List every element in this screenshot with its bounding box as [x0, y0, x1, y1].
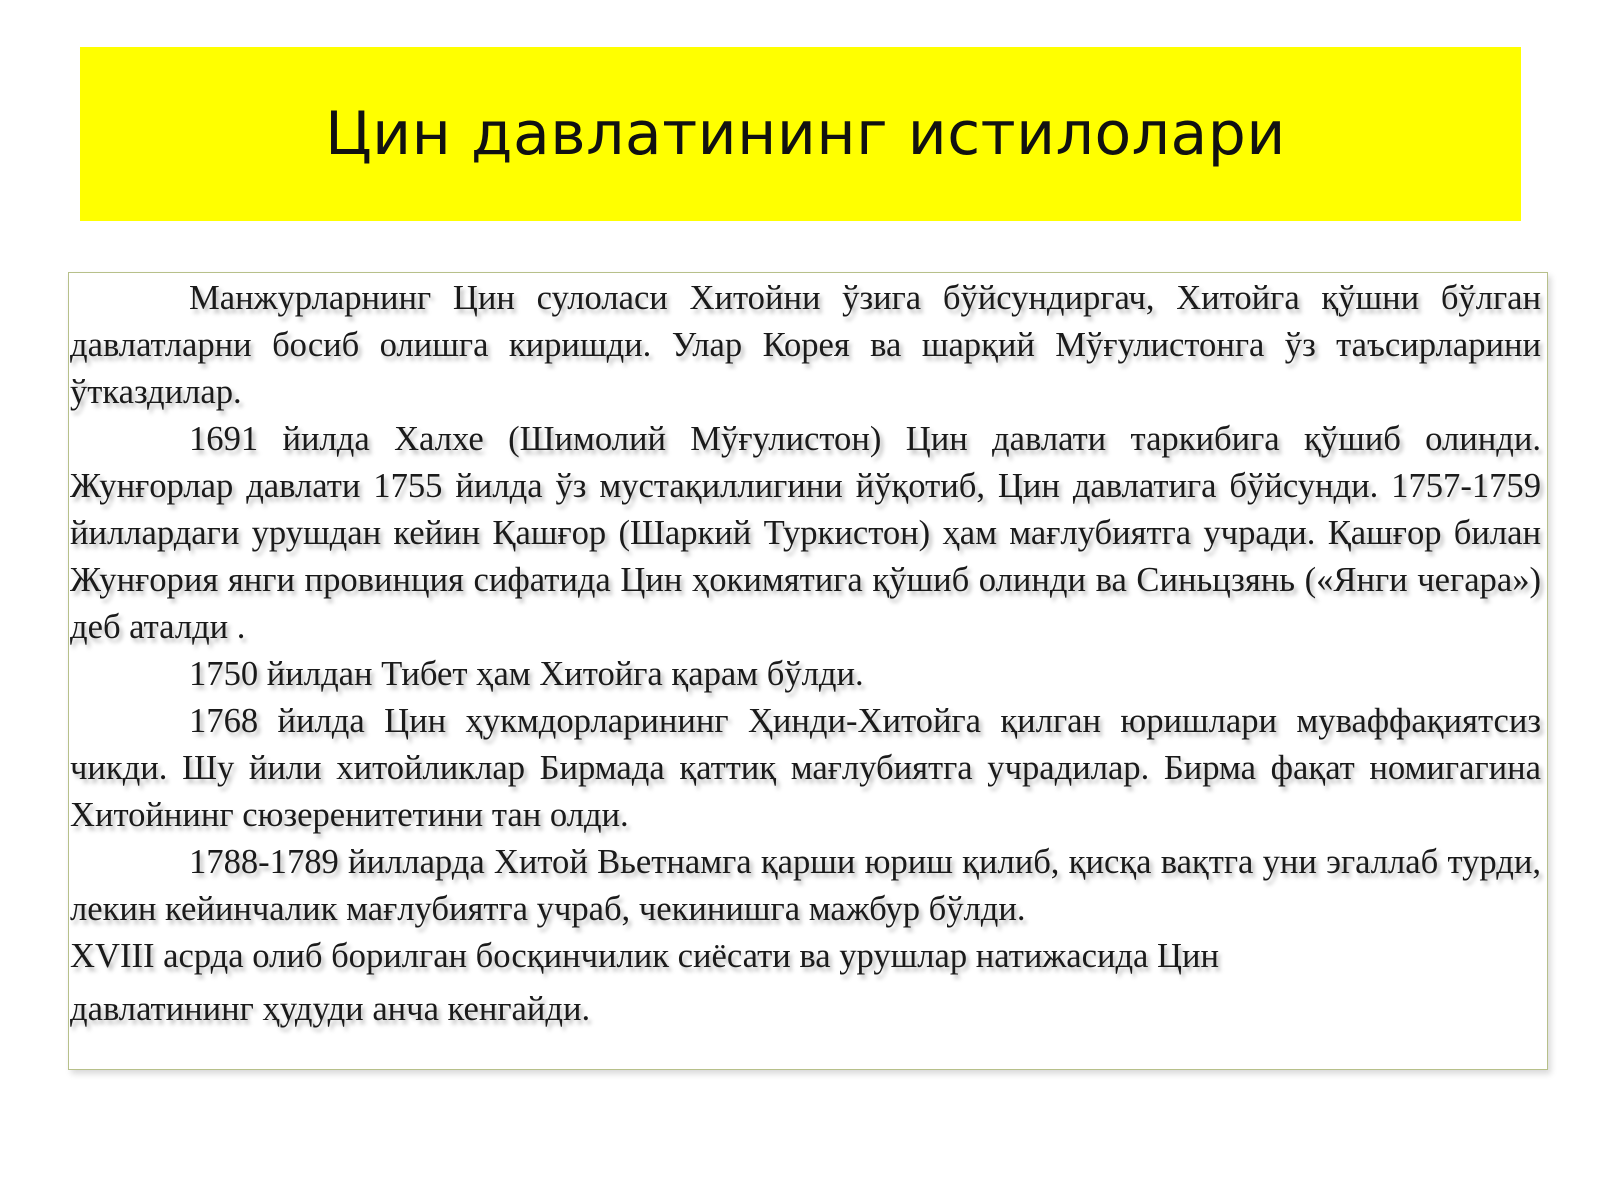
slide-title: Цин давлатининг истилолари	[325, 99, 1286, 169]
paragraph-khalkha-dzungar: 1691 йилда Халхе (Шимолий Мўғулистон) Цин давлати таркибига қўшиб олинди. Жунғорлар давлати 1755 йилда ўз мустақиллигини йўқотиб, Цин давлатига бўйсунди. 1757-1759 йиллардаги урушдан кейин Қашғор (Шаркий Туркистон) ҳам мағлубиятга учради. Қашғор билан Жунғория янги провинция сифатида Цин ҳокимятига қўшиб олинди ва Синьцзянь («Янги чегара») деб аталди .	[70, 420, 1541, 646]
paragraph-tibet: 1750 йилдан Тибет ҳам Хитойга қарам бўлди.	[189, 655, 864, 693]
paragraph-burma: 1768 йилда Цин ҳукмдорларининг Ҳинди-Хитойга қилган юришлари муваффақиятсиз чикди. Шу йили хитойликлар Бирмада қаттиқ мағлубиятга учрадилар. Бирма фақат номигагина Хитойнинг сюзеренитетини тан олди.	[70, 702, 1541, 834]
content-text-box	[68, 272, 1548, 1070]
closing-line-2: давлатининг ҳудуди анча кенгайди.	[70, 990, 591, 1028]
closing-line-1: XVIII асрда олиб борилган босқинчилик сиёсати ва урушлар натижасида Цин	[70, 937, 1220, 975]
paragraph-vietnam: 1788-1789 йилларда Хитой Вьетнамга қарши юриш қилиб, қисқа вақтга уни эгаллаб турди, лекин кейинчалик мағлубиятга учраб, чекинишга мажбур бўлди.	[70, 843, 1541, 928]
body-text	[70, 275, 1541, 1033]
title-banner	[80, 47, 1521, 221]
paragraph-manchu-conquest: Манжурларнинг Цин сулоласи Хитойни ўзига бўйсундиргач, Хитойга қўшни бўлган давлатларни босиб олишга киришди. Улар Корея ва шарқий Мўғулистонга ўз таъсирларини ўтказдилар.	[70, 279, 1541, 411]
